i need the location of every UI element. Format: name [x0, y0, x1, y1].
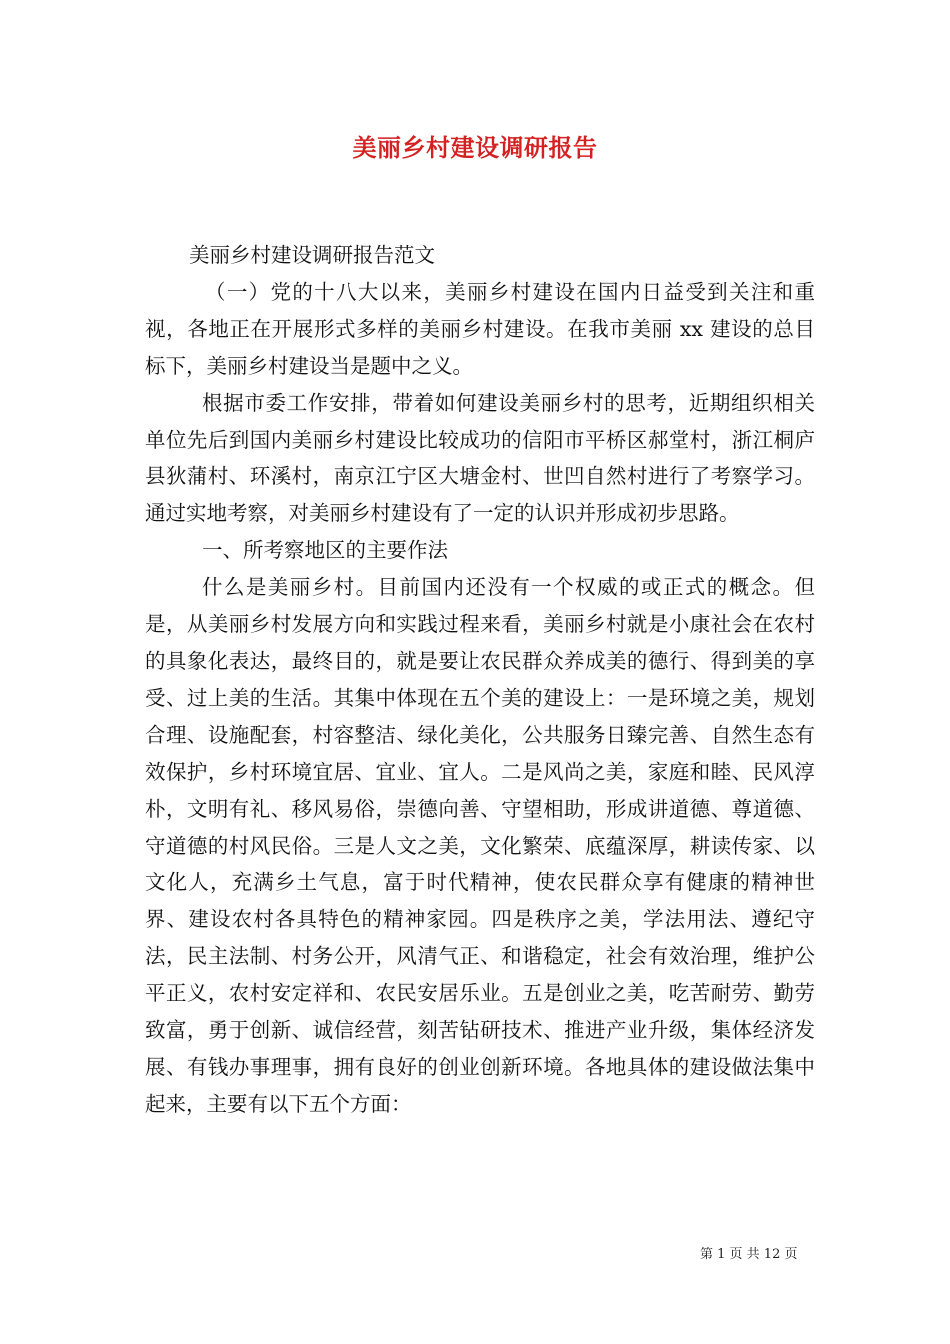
- document-body: [145, 237, 815, 1123]
- body-paragraph: （一）党的十八大以来，美丽乡村建设在国内日益受到关注和重视，各地正在开展形式多样的美丽乡村建设。在我市美丽 xx 建设的总目标下，美丽乡村建设当是题中之义。: [145, 279, 815, 378]
- body-paragraph: 根据市委工作安排，带着如何建设美丽乡村的思考，近期组织相关单位先后到国内美丽乡村建设比较成功的信阳市平桥区郝堂村，浙江桐庐县狄蒲村、环溪村，南京江宁区大塘金村、世凹自然村进行了考察学习。通过实地考察，对美丽乡村建设有了一定的认识并形成初步思路。: [145, 390, 815, 526]
- document-title: 美丽乡村建设调研报告: [352, 133, 598, 162]
- page-number-footer: 第 1 页 共 12 页: [700, 1247, 798, 1262]
- section-heading: 一、所考察地区的主要作法: [202, 538, 448, 563]
- body-paragraph: 什么是美丽乡村。目前国内还没有一个权威的或正式的概念。但是，从美丽乡村发展方向和实践过程来看，美丽乡村就是小康社会在农村的具象化表达，最终目的，就是要让农民群众养成美的德行、得到美的享受、过上美的生活。其集中体现在五个美的建设上：一是环境之美，规划合理、设施配套，村容整洁、绿化美化，公共服务日臻完善、自然生态有效保护，乡村环境宜居、宜业、宜人。二是风尚之美，家庭和睦、民风淳朴，文明有礼、移风易俗，崇德向善、守望相助，形成讲道德、尊道德、守道德的村风民俗。三是人文之美，文化繁荣、底蕴深厚，耕读传家、以文化人，充满乡土气息，富于时代精神，使农民群众享有健康的精神世界、建设农村各具特色的精神家园。四是秩序之美，学法用法、遵纪守法，民主法制、村务公开，风清气正、和谐稳定，社会有效治理，维护公平正义，农村安定祥和、农民安居乐业。五是创业之美，吃苦耐劳、勤劳致富，勇于创新、诚信经营，刻苦钻研技术、推进产业升级，集体经济发展、有钱办事理事，拥有良好的创业创新环境。各地具体的建设做法集中起来，主要有以下五个方面：: [145, 575, 815, 1116]
- body-paragraph-subtitle: 美丽乡村建设调研报告范文: [189, 243, 435, 267]
